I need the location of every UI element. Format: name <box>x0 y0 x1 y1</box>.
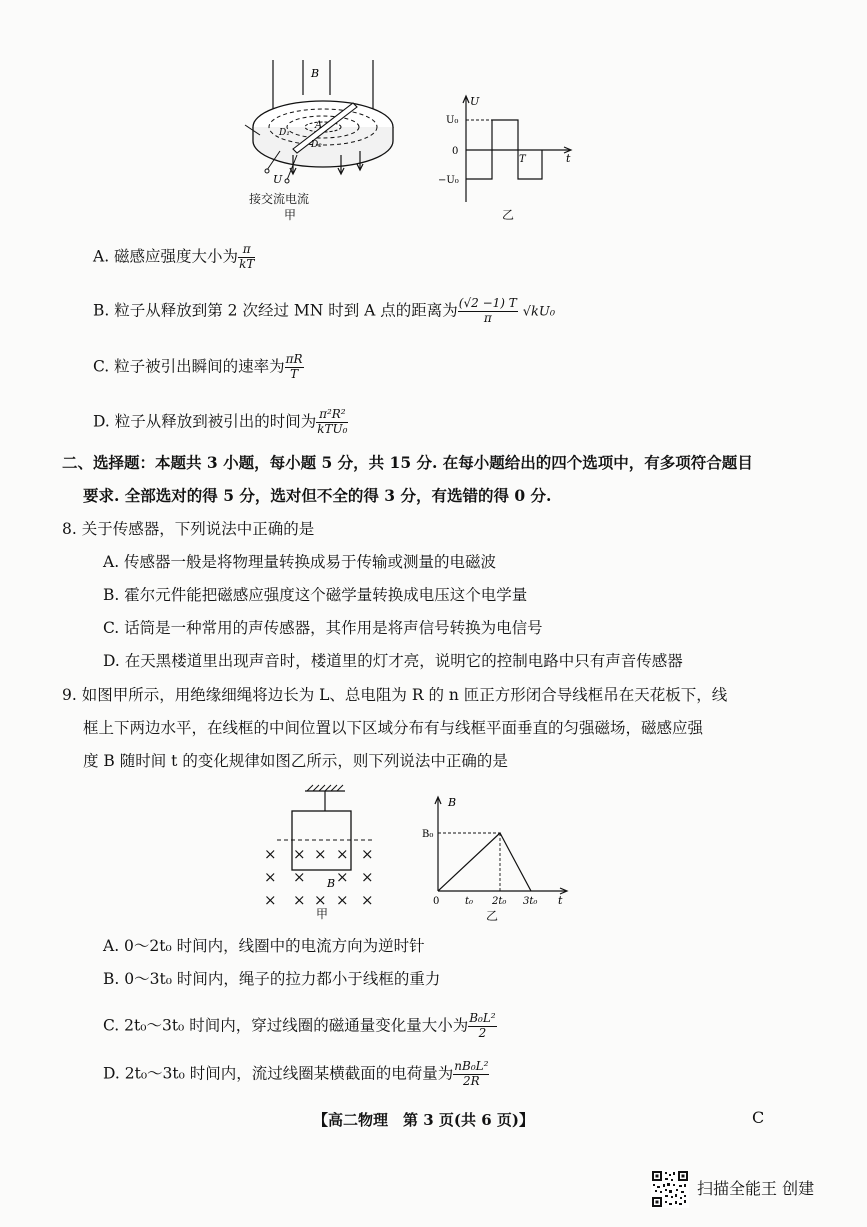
cross-mark: × <box>361 868 374 886</box>
figure-yi-caption: 乙 <box>502 208 515 222</box>
scanner-watermark: 扫描全能王 创建 <box>697 1179 815 1198</box>
label-T: T <box>519 154 526 165</box>
q8-option-b: B. 霍尔元件能把磁感应强度这个磁学量转换成电压这个电学量 <box>103 586 528 604</box>
section2-line2: 要求. 全部选对的得 5 分，选对但不全的得 3 分，有选错的得 0 分. <box>83 486 552 505</box>
b-t-graph <box>420 793 570 908</box>
q8-option-d: D. 在天黑楼道里出现声音时，楼道里的灯才亮，说明它的控制电路中只有声音传感器 <box>103 652 683 670</box>
q9-figure-yi-caption: 乙 <box>486 909 499 923</box>
label-B0: B₀ <box>422 829 434 840</box>
label-U: U <box>273 173 283 186</box>
cross-mark: × <box>336 868 349 886</box>
label-B: B <box>311 67 320 80</box>
label-D2: D₂ <box>311 140 322 150</box>
label-B-field: B <box>327 877 336 890</box>
cross-mark: × <box>336 845 349 863</box>
q9-option-c: C. 2t₀～3t₀ 时间内，穿过线圈的磁通量变化量大小为 $\frac{\text{B₀L²}}{2}$ <box>103 1011 496 1040</box>
q9-figure-jia-caption: 甲 <box>316 907 329 921</box>
figure-jia-caption: 甲 <box>284 208 297 222</box>
q8-stem: 8. 关于传感器，下列说法中正确的是 <box>62 520 315 538</box>
q8-option-c: C. 话筒是一种常用的声传感器，其作用是将声信号转换为电信号 <box>103 619 543 637</box>
page-footer-label: 【高二物理 第 3 页(共 6 页)】 <box>313 1111 534 1129</box>
voltage-graph <box>430 92 580 212</box>
q8-option-a: A. 传感器一般是将物理量转换成易于传输或测量的电磁波 <box>103 553 497 571</box>
cross-mark: × <box>293 868 306 886</box>
label-zero: 0 <box>452 146 459 157</box>
q7-option-b: B. 粒子从释放到第 2 次经过 MN 时到 A 点的距离为 $\frac{(√2 -1) T}{\pi}$ √kU₀ <box>93 296 556 325</box>
tick-t0: t₀ <box>465 896 474 907</box>
cross-mark: × <box>293 891 306 909</box>
cross-mark: × <box>361 891 374 909</box>
version-letter: C <box>752 1108 765 1127</box>
q7-option-a: A. 磁感应强度大小为 $\frac{\pi}{kT}$ <box>93 242 255 271</box>
q9-stem-line3: 度 B 随时间 t 的变化规律如图乙所示，则下列说法中正确的是 <box>83 752 508 770</box>
qr-code-icon <box>651 1170 689 1208</box>
cross-mark: × <box>264 868 277 886</box>
q7-option-d: D. 粒子从释放到被引出的时间为 $\frac{\text{π²R²}}{\text{kTU₀}}$ <box>93 407 348 436</box>
axis-label-t: t <box>558 894 563 907</box>
hanging-coil-figure <box>255 783 385 923</box>
cross-mark: × <box>264 845 277 863</box>
q7-option-c: C. 粒子被引出瞬间的速率为 $\frac{\pi R}{T}$ <box>93 352 303 381</box>
label-D1: D₁ <box>279 128 290 138</box>
q9-stem-line2: 框上下两边水平，在线框的中间位置以下区域分布有与线框平面垂直的匀强磁场，磁感应强 <box>83 719 704 737</box>
axis-label-B: B <box>448 796 457 809</box>
cross-mark: × <box>361 845 374 863</box>
axis-label-U: U <box>470 95 480 108</box>
axis-label-t: t <box>566 152 571 165</box>
cross-mark: × <box>336 891 349 909</box>
section2-line1: 二、选择题：本题共 3 小题，每小题 5 分，共 15 分. 在每小题给出的四个选项中，有多项符合题目 <box>62 453 753 472</box>
label-A: A <box>315 120 323 131</box>
tick-2t0: 2t₀ <box>492 896 507 907</box>
cross-mark: × <box>314 891 327 909</box>
q9-stem-line1: 9. 如图甲所示，用绝缘细绳将边长为 L、总电阻为 R 的 n 匝正方形闭合导线框吊在天花板下，线 <box>62 686 728 704</box>
q9-option-a: A. 0～2t₀ 时间内，线圈中的电流方向为逆时针 <box>103 937 425 955</box>
supply-label: 接交流电流 <box>249 192 310 206</box>
tick-3t0: 3t₀ <box>523 896 538 907</box>
cross-mark: × <box>264 891 277 909</box>
label-zero: 0 <box>433 896 440 907</box>
label-U0: U₀ <box>446 115 459 126</box>
q9-option-d: D. 2t₀～3t₀ 时间内，流过线圈某横截面的电荷量为 $\frac{\text{nB₀L²}}{2R}$ <box>103 1059 489 1088</box>
cross-mark: × <box>314 845 327 863</box>
cross-mark: × <box>293 845 306 863</box>
q9-option-b: B. 0～3t₀ 时间内，绳子的拉力都小于线框的重力 <box>103 970 441 988</box>
label-neg-U0: −U₀ <box>438 175 459 186</box>
